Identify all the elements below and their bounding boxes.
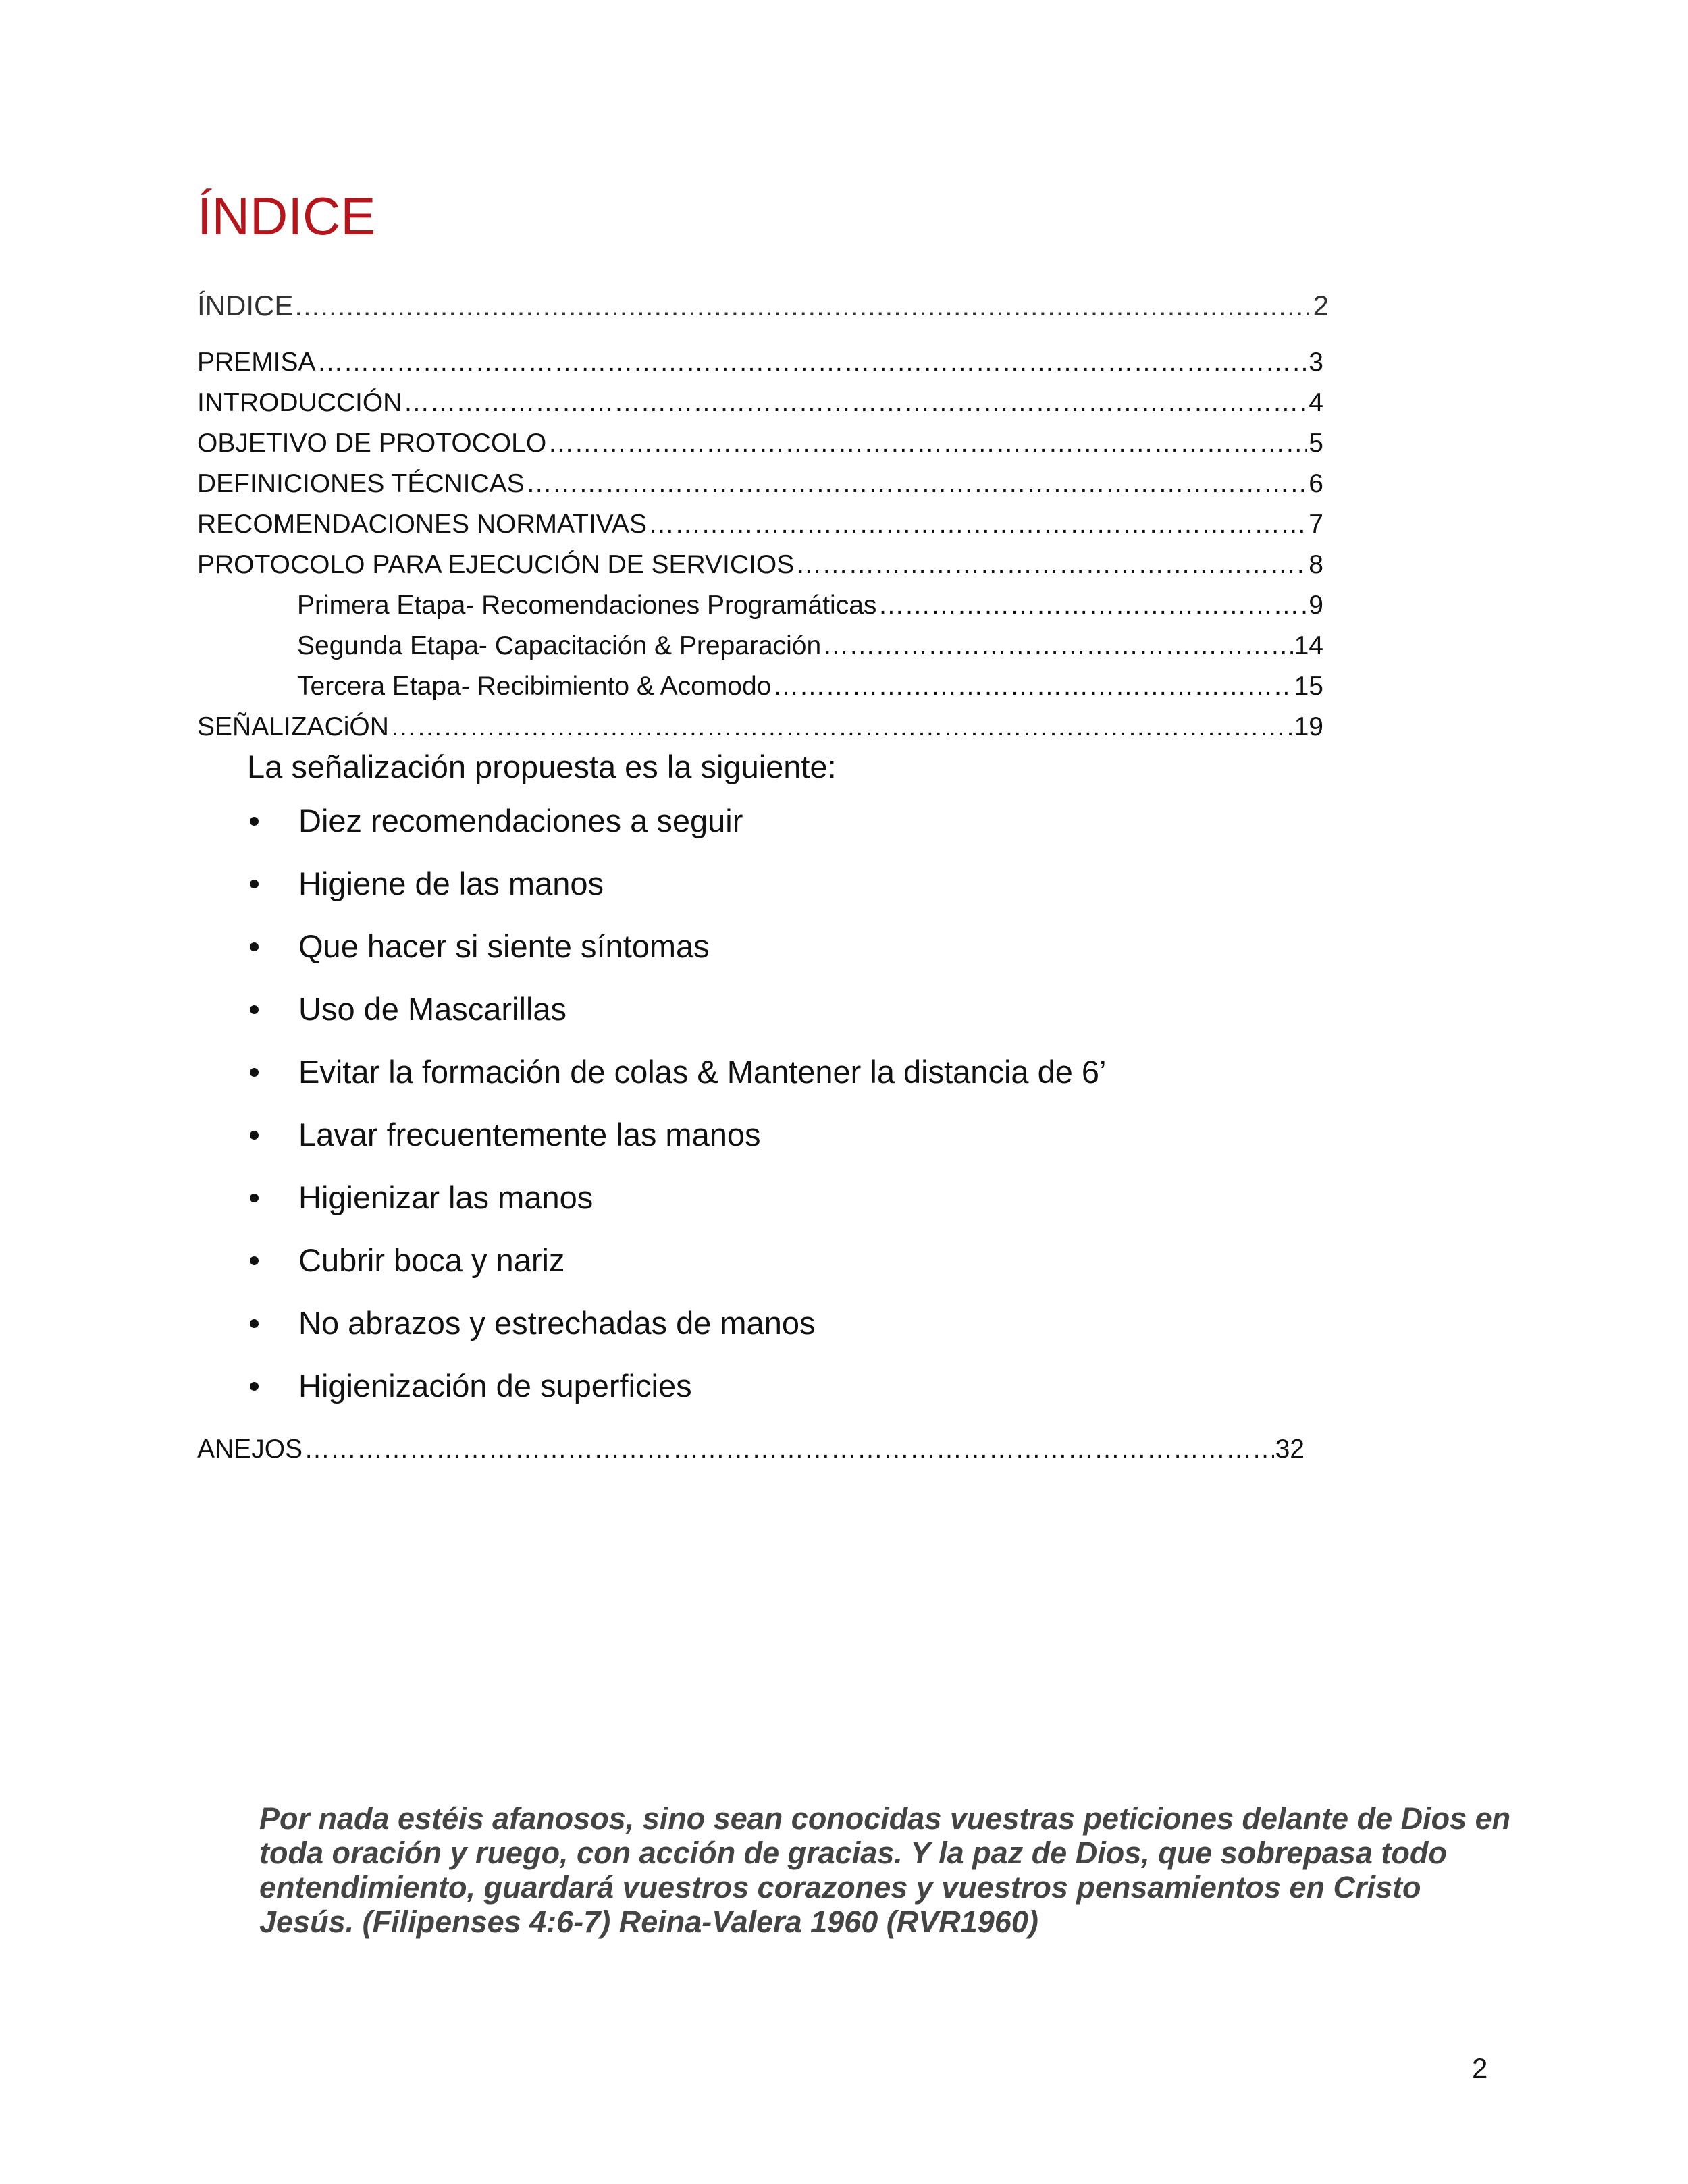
list-item-label: Cubrir boca y nariz	[298, 1242, 565, 1278]
toc-leader	[403, 388, 1307, 419]
toc-label: ANEJOS	[197, 1435, 303, 1464]
list-item	[247, 990, 1107, 1053]
toc-page: 3	[1309, 348, 1323, 377]
toc-label: Segunda Etapa- Capacitación & Preparación	[297, 631, 822, 660]
toc-leader	[822, 631, 1292, 662]
toc-entry-objetivo[interactable]	[197, 428, 1323, 460]
toc-page: 7	[1309, 510, 1323, 539]
toc-page: 9	[1309, 591, 1323, 620]
toc-entry-anejos[interactable]	[197, 1434, 1304, 1466]
toc-label: PREMISA	[197, 348, 316, 377]
toc-leader	[390, 712, 1293, 743]
toc-label: INTRODUCCIÓN	[197, 388, 402, 417]
toc-label: Tercera Etapa- Recibimiento & Acomodo	[297, 672, 772, 701]
list-item-label: Higiene de las manos	[298, 865, 604, 901]
toc-leader	[304, 1434, 1274, 1466]
toc-leader	[526, 469, 1308, 500]
toc-entry-introduccion[interactable]	[197, 388, 1323, 419]
toc-page: 8	[1309, 550, 1323, 579]
list-item-label: Que hacer si siente síntomas	[298, 928, 710, 964]
toc-label: DEFINICIONES TÉCNICAS	[197, 469, 525, 498]
bullet-icon	[250, 1194, 259, 1202]
page-title: ÍNDICE	[197, 186, 376, 246]
list-item	[247, 802, 1107, 865]
toc-page: 2	[1313, 290, 1329, 321]
bullet-icon	[250, 1005, 259, 1014]
list-item-label: No abrazos y estrechadas de manos	[298, 1305, 816, 1341]
list-item-label: Evitar la formación de colas & Mantener la distancia de 6’	[298, 1054, 1107, 1090]
toc-page: 6	[1309, 469, 1323, 498]
bullet-icon	[250, 1131, 259, 1140]
toc-entry-premisa[interactable]	[197, 347, 1323, 379]
page-number: 2	[1472, 2052, 1488, 2084]
toc-entry-indice[interactable]	[197, 289, 1329, 323]
toc-leader	[548, 428, 1307, 460]
bullet-icon	[250, 1068, 259, 1077]
list-item	[247, 1116, 1107, 1179]
toc-entry-protocolo[interactable]	[197, 550, 1323, 581]
list-item-label: Lavar frecuentemente las manos	[298, 1117, 761, 1152]
bible-quote: Por nada estéis afanosos, sino sean conocidas vuestras peticiones delante de Dios en toda oración y ruego, con acción de gracias. Y la paz de Dios, que sobrepasa todo entendimiento, guardará vuestros corazones y vuestros pensamientos en Cristo Jesús. (Filipenses 4:6-7) Reina-Valera 1960 (RVR1960)	[259, 1801, 1511, 1939]
list-item-label: Higienizar las manos	[298, 1179, 594, 1215]
toc-page: 5	[1309, 429, 1323, 458]
toc-leader	[317, 347, 1308, 379]
toc-page: 32	[1275, 1435, 1304, 1464]
list-item	[247, 865, 1107, 928]
toc-page: 4	[1309, 388, 1323, 417]
list-item-label: Higienización de superficies	[298, 1368, 692, 1404]
bullet-icon	[250, 942, 259, 951]
toc-entry-tercera-etapa[interactable]	[297, 671, 1323, 703]
toc-entry-primera-etapa[interactable]	[297, 590, 1323, 622]
toc-page: 19	[1294, 712, 1323, 741]
toc-page: 14	[1294, 631, 1323, 660]
toc-label: PROTOCOLO PARA EJECUCIÓN DE SERVICIOS	[197, 550, 795, 579]
toc-entry-senalizacion[interactable]	[197, 712, 1323, 743]
toc-entry-segunda-etapa[interactable]	[297, 631, 1323, 662]
list-item	[247, 1304, 1107, 1367]
toc-label: OBJETIVO DE PROTOCOLO	[197, 429, 547, 458]
bullet-icon	[250, 817, 259, 826]
list-item-label: Diez recomendaciones a seguir	[298, 803, 743, 838]
toc-leader	[294, 289, 1311, 323]
bullet-icon	[250, 1256, 259, 1265]
toc-label: Primera Etapa- Recomendaciones Programáticas	[297, 591, 877, 620]
bullet-icon	[250, 1382, 259, 1391]
toc-entry-definiciones[interactable]	[197, 469, 1323, 500]
list-item-label: Uso de Mascarillas	[298, 991, 567, 1027]
bullet-icon	[250, 880, 259, 888]
toc-label: RECOMENDACIONES NORMATIVAS	[197, 510, 647, 539]
list-item	[247, 928, 1107, 990]
list-item	[247, 1053, 1107, 1116]
toc-leader	[878, 590, 1307, 622]
toc-label: ÍNDICE	[197, 290, 294, 321]
signage-list	[247, 802, 1107, 1430]
bullet-icon	[250, 1319, 259, 1328]
toc-entry-recomendaciones[interactable]	[197, 509, 1323, 541]
list-item	[247, 1179, 1107, 1242]
toc-leader	[648, 509, 1307, 541]
signage-intro: La señalización propuesta es la siguiente:	[247, 749, 837, 784]
toc-page: 15	[1294, 672, 1323, 701]
list-item	[247, 1242, 1107, 1304]
list-item	[247, 1367, 1107, 1430]
toc-leader	[795, 550, 1307, 581]
toc-label: SEÑALIZACiÓN	[197, 712, 389, 741]
toc-leader	[772, 671, 1292, 703]
